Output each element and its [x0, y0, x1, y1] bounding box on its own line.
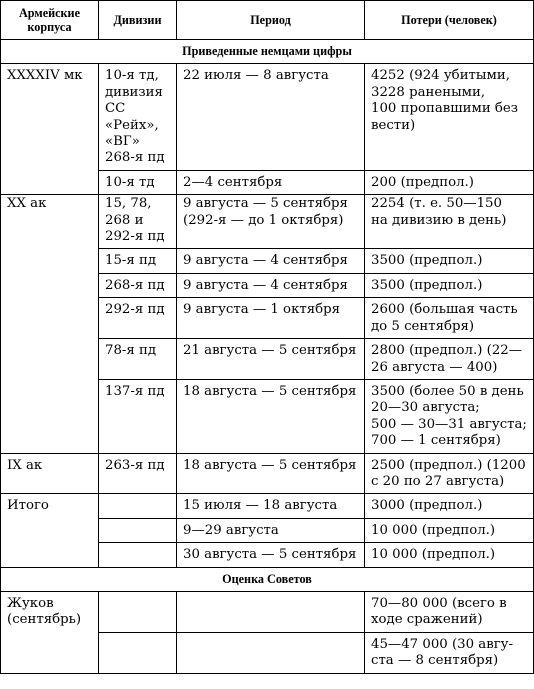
division-cell: 15-я пд — [99, 249, 177, 273]
corps-cell: XXXXIV мк — [1, 64, 99, 195]
division-cell: 263-я пд — [99, 453, 177, 494]
table-row — [1, 494, 534, 518]
period-cell: 21 августа — 5 сентября — [177, 339, 365, 380]
header-corps: Армейские корпуса — [1, 1, 99, 40]
period-cell: 18 августа — 5 сентября — [177, 453, 365, 494]
header-divisions: Дивизии — [99, 1, 177, 40]
period-cell: 2—4 сентября — [177, 170, 365, 194]
losses-cell: 3500 (более 50 в день 20—30 августа; 500 — 30—31 августа; 700 — 1 сентября) — [365, 379, 534, 453]
losses-cell: 45—47 000 (30 авгу- ста — 8 сентября) — [365, 632, 534, 673]
period-cell: 18 августа — 5 сентября — [177, 379, 365, 453]
table-row — [1, 453, 534, 494]
table-row — [1, 195, 534, 249]
losses-cell: 2254 (т. е. 50—150 на дивизию в день) — [365, 195, 534, 249]
losses-cell: 2500 (предпол.) (1200 с 20 по 27 августа) — [365, 453, 534, 494]
period-cell: 9 августа — 4 сентября — [177, 249, 365, 273]
period-cell: 9—29 августа — [177, 518, 365, 542]
losses-cell: 3500 (предпол.) — [365, 249, 534, 273]
division-cell: 15, 78, 268 и 292-я пд — [99, 195, 177, 249]
corps-cell: Итого — [1, 494, 99, 567]
header-row — [1, 1, 534, 40]
section-soviet: Оценка Советов — [1, 567, 534, 591]
losses-cell: 10 000 (предпол.) — [365, 518, 534, 542]
losses-cell: 2800 (предпол.) (22— 26 августа — 400) — [365, 339, 534, 380]
period-cell — [177, 591, 365, 632]
division-cell — [99, 632, 177, 673]
period-cell: 30 августа — 5 сентября — [177, 543, 365, 567]
division-cell: 10-я тд, дивизия СС «Рейх», «ВГ» 268-я пд — [99, 64, 177, 170]
losses-cell: 10 000 (предпол.) — [365, 543, 534, 567]
division-cell — [99, 543, 177, 567]
division-cell: 10-я тд — [99, 170, 177, 194]
losses-cell: 200 (предпол.) — [365, 170, 534, 194]
division-cell: 137-я пд — [99, 379, 177, 453]
header-losses: Потери (человек) — [365, 1, 534, 40]
period-cell: 9 августа — 5 сентября (292-я — до 1 октября) — [177, 195, 365, 249]
period-cell: 9 августа — 4 сентября — [177, 273, 365, 297]
period-cell — [177, 632, 365, 673]
division-cell — [99, 494, 177, 518]
period-cell: 22 июля — 8 августа — [177, 64, 365, 170]
table-row — [1, 64, 534, 170]
losses-cell: 3500 (предпол.) — [365, 273, 534, 297]
losses-cell: 3000 (предпол.) — [365, 494, 534, 518]
losses-cell: 2600 (большая часть до 5 сентября) — [365, 298, 534, 339]
corps-cell: XX ак — [1, 195, 99, 453]
corps-cell: Жуков (сентябрь) — [1, 591, 99, 673]
period-cell: 15 июля — 18 августа — [177, 494, 365, 518]
losses-cell: 4252 (924 убитыми, 3228 ранеными, 100 пропавшими без вести) — [365, 64, 534, 170]
period-cell: 9 августа — 1 октября — [177, 298, 365, 339]
section-german: Приведенные немцами цифры — [1, 40, 534, 64]
division-cell — [99, 591, 177, 632]
table-row — [1, 591, 534, 632]
division-cell: 292-я пд — [99, 298, 177, 339]
division-cell — [99, 518, 177, 542]
division-cell: 78-я пд — [99, 339, 177, 380]
losses-cell: 70—80 000 (всего в ходе сражений) — [365, 591, 534, 632]
section-row — [1, 567, 534, 591]
section-row — [1, 40, 534, 64]
corps-cell: IX ак — [1, 453, 99, 494]
header-period: Период — [177, 1, 365, 40]
division-cell: 268-я пд — [99, 273, 177, 297]
